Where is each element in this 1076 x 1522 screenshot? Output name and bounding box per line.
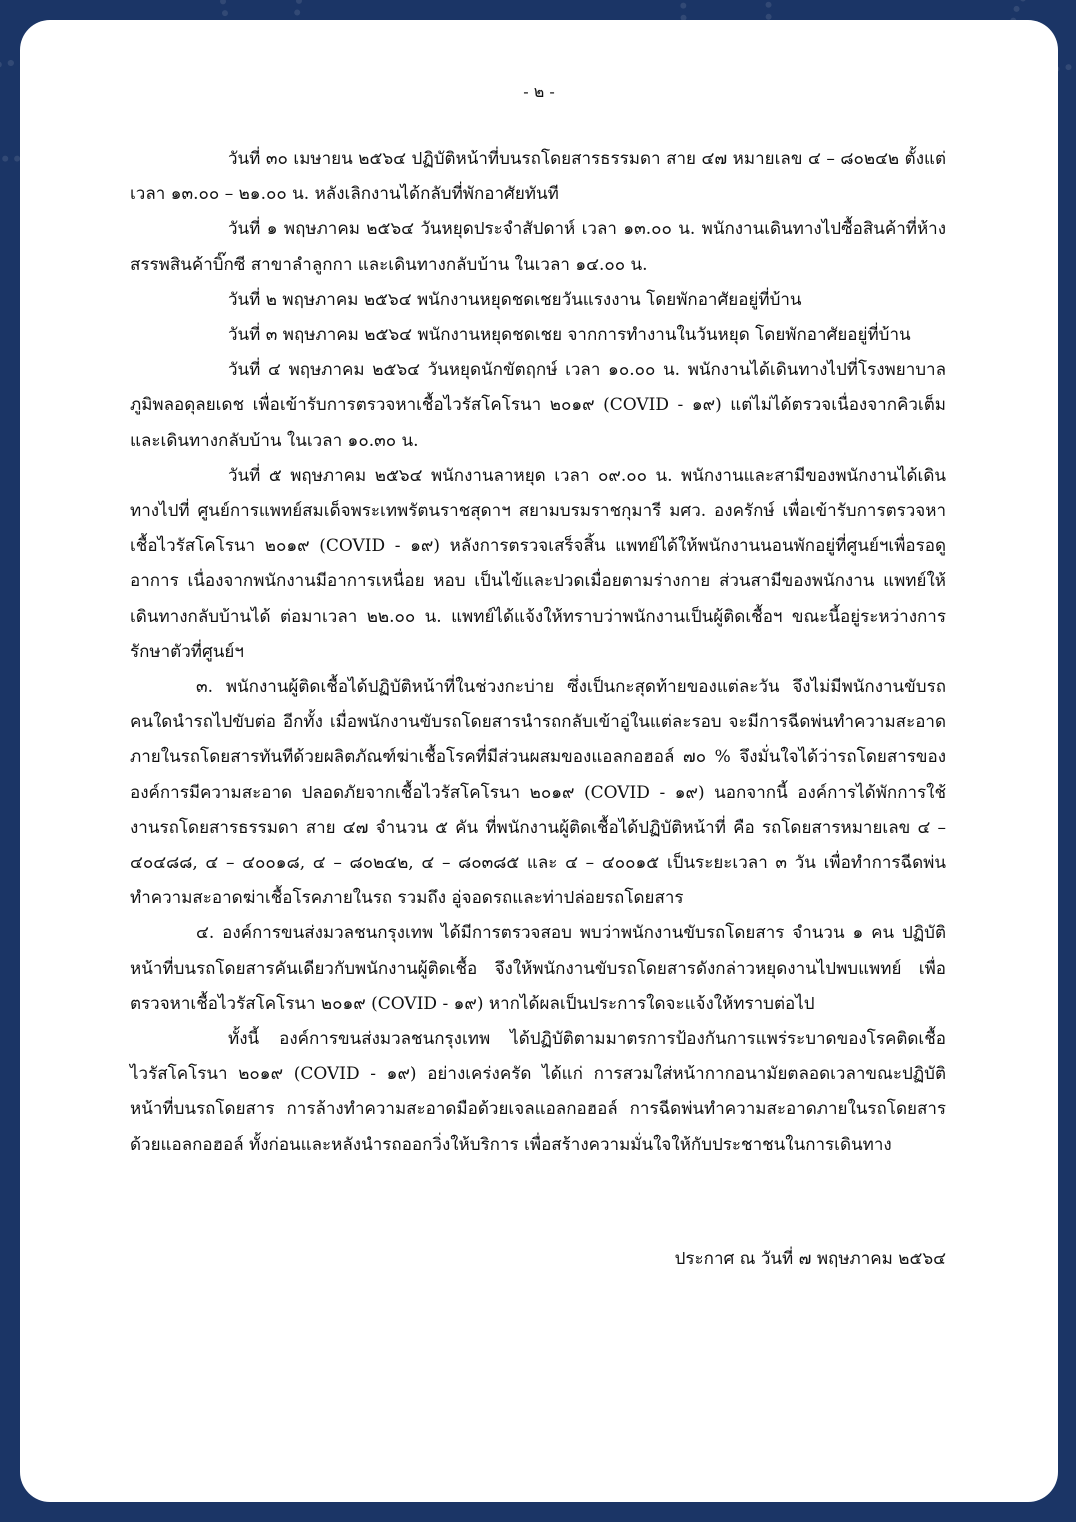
paragraph: วันที่ ๒ พฤษภาคม ๒๕๖๔ พนักงานหยุดชดเชยวันแรงงาน โดยพักอาศัยอยู่ที่บ้าน <box>228 289 802 310</box>
paragraph: วันที่ ๓ พฤษภาคม ๒๕๖๔ พนักงานหยุดชดเชย จากการทำงานในวันหยุด โดยพักอาศัยอยู่ที่บ้าน <box>228 325 911 346</box>
paragraph: วันที่ ๔ พฤษภาคม ๒๕๖๔ วันหยุดนักขัตฤกษ์ เวลา ๑๐.๐๐ น. พนักงานได้เดินทางไปที่โรงพยาบาลภูมิพลอดุลยเดช เพื่อเข้ารับการตรวจหาเชื้อไวรัสโคโรนา ๒๐๑๙ (COVID - ๑๙) แต่ไม่ได้ตรวจเนื่องจากคิวเต็ม และเดินทางกลับบ้าน ในเวลา ๑๐.๓๐ น. <box>130 360 946 451</box>
numbered-paragraph: ๓. พนักงานผู้ติดเชื้อได้ปฏิบัติหน้าที่ในช่วงกะบ่าย ซึ่งเป็นกะสุดท้ายของแต่ละวัน จึงไม่มีพนักงานขับรถคนใดนำรถไปขับต่อ อีกทั้ง เมื่อพนักงานขับรถโดยสารนำรถกลับเข้าอู่ในแต่ละรอบ จะมีการฉีดพ่นทำความสะอาดภายในรถโดยสารทันทีด้วยผลิตภัณฑ์ฆ่าเชื้อโรคที่มีส่วนผสมของแอลกอฮอล์ ๗๐ % จึงมั่นใจได้ว่ารถโดยสารขององค์การมีความสะอาด ปลอดภัยจากเชื้อไวรัสโคโรนา ๒๐๑๙ (COVID - ๑๙) นอกจากนี้ องค์การได้พักการใช้งานรถโดยสารธรรมดา สาย ๔๗ จำนวน ๕ คัน ที่พนักงานผู้ติดเชื้อได้ปฏิบัติหน้าที่ คือ รถโดยสารหมายเลข ๔ – ๔๐๔๘๘, ๔ – ๔๐๐๑๘, ๔ – ๘๐๒๔๒, ๔ – ๘๐๓๘๕ และ ๔ – ๔๐๐๑๕ เป็นระยะเวลา ๓ วัน เพื่อทำการฉีดพ่น ทำความสะอาดฆ่าเชื้อโรคภายในรถ รวมถึง อู่จอดรถและท่าปล่อยรถโดยสาร <box>130 677 946 909</box>
document-page <box>20 20 1058 1502</box>
paragraph: วันที่ ๓๐ เมษายน ๒๕๖๔ ปฏิบัติหน้าที่บนรถโดยสารธรรมดา สาย ๔๗ หมายเลข ๔ – ๘๐๒๔๒ ตั้งแต่เวลา ๑๓.๐๐ – ๒๑.๐๐ น. หลังเลิกงานได้กลับที่พักอาศัยทันที <box>130 149 946 205</box>
numbered-paragraph: ๔. องค์การขนส่งมวลชนกรุงเทพ ได้มีการตรวจสอบ พบว่าพนักงานขับรถโดยสาร จำนวน ๑ คน ปฏิบัติหน้าที่บนรถโดยสารคันเดียวกับพนักงานผู้ติดเชื้อ จึงให้พนักงานขับรถโดยสารดังกล่าวหยุดงานไปพบแพทย์ เพื่อตรวจหาเชื้อไวรัสโคโรนา ๒๐๑๙ (COVID - ๑๙) หากได้ผลเป็นประการใดจะแจ้งให้ทราบต่อไป <box>130 923 946 1014</box>
paragraph: ทั้งนี้ องค์การขนส่งมวลชนกรุงเทพ ได้ปฏิบัติตามมาตรการป้องกันการแพร่ระบาดของโรคติดเชื้อไวรัสโคโรนา ๒๐๑๙ (COVID - ๑๙) อย่างเคร่งครัด ได้แก่ การสวมใส่หน้ากากอนามัยตลอดเวลาขณะปฏิบัติหน้าที่บนรถโดยสาร การล้างทำความสะอาดมือด้วยเจลแอลกอฮอล์ การฉีดพ่นทำความสะอาดภายในรถโดยสารด้วยแอลกอฮอล์ ทั้งก่อนและหลังนำรถออกวิ่งให้บริการ เพื่อสร้างความมั่นใจให้กับประชาชนในการเดินทาง <box>130 1029 946 1155</box>
paragraph: วันที่ ๕ พฤษภาคม ๒๕๖๔ พนักงานลาหยุด เวลา ๐๙.๐๐ น. พนักงานและสามีของพนักงานได้เดินทางไปที่ ศูนย์การแพทย์สมเด็จพระเทพรัตนราชสุดาฯ สยามบรมราชกุมารี มศว. องครักษ์ เพื่อเข้ารับการตรวจหาเชื้อไวรัสโคโรนา ๒๐๑๙ (COVID - ๑๙) หลังการตรวจเสร็จสิ้น แพทย์ได้ให้พนักงานนอนพักอยู่ที่ศูนย์ฯเพื่อรอดูอาการ เนื่องจากพนักงานมีอาการเหนื่อย หอบ เป็นไข้และปวดเมื่อยตามร่างกาย ส่วนสามีของพนักงาน แพทย์ให้เดินทางกลับบ้านได้ ต่อมาเวลา ๒๒.๐๐ น. แพทย์ได้แจ้งให้ทราบว่าพนักงานเป็นผู้ติดเชื้อฯ ขณะนี้อยู่ระหว่างการรักษาตัวที่ศูนย์ฯ <box>130 465 946 662</box>
document-body <box>130 142 946 1163</box>
page-number: - ๒ - <box>523 82 555 101</box>
announcement-date: ประกาศ ณ วันที่ ๗ พฤษภาคม ๒๕๖๔ <box>674 1249 946 1269</box>
paragraph: วันที่ ๑ พฤษภาคม ๒๕๖๔ วันหยุดประจำสัปดาห์ เวลา ๑๓.๐๐ น. พนักงานเดินทางไปซื้อสินค้าที่ห้างสรรพสินค้าบิ๊กซี สาขาลำลูกกา และเดินทางกลับบ้าน ในเวลา ๑๔.๐๐ น. <box>130 219 946 275</box>
